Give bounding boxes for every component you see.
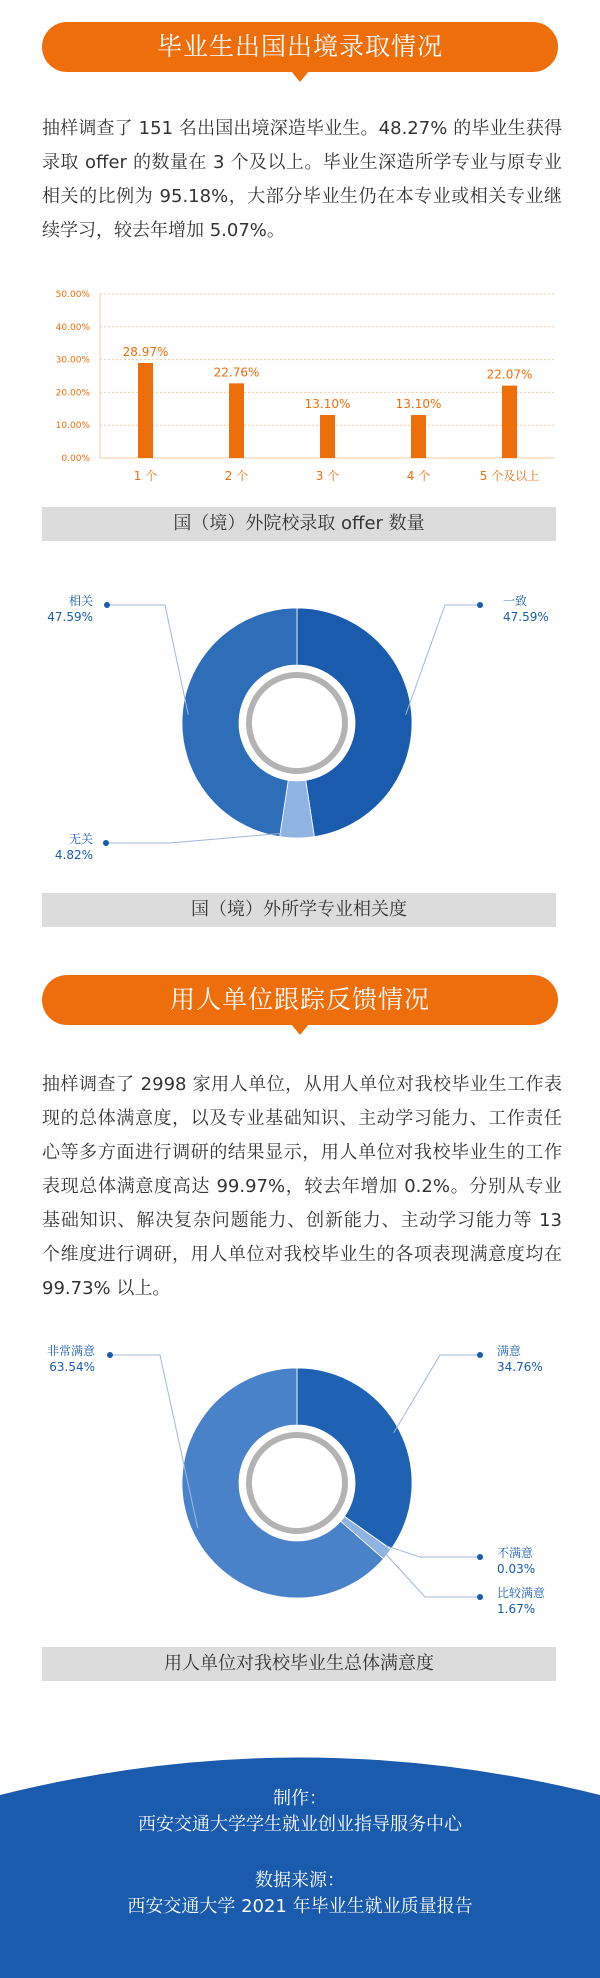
donut-slice <box>297 1368 412 1549</box>
employer-satisfaction-donut-chart <box>0 1335 600 1635</box>
leader-line <box>394 1355 480 1433</box>
donut1-caption: 国（境）外所学专业相关度 <box>42 893 556 927</box>
bar-value-label: 22.07% <box>486 367 533 382</box>
maker-name: 西安交通大学学生就业创业指导服务中心 <box>138 1814 462 1835</box>
slice-name-label: 满意 <box>497 1344 522 1358</box>
y-tick-label: 10.00% <box>55 421 90 432</box>
leader-dot <box>107 1352 113 1358</box>
footer-wave-background <box>0 1740 600 1978</box>
bar-value-label: 28.97% <box>122 344 169 359</box>
leader-line <box>107 605 188 715</box>
footer <box>0 1740 600 1978</box>
source-label: 数据来源： <box>255 1870 345 1891</box>
slice-name-label: 一致 <box>503 594 528 608</box>
leader-dot <box>477 1352 483 1358</box>
section-title: 用人单位跟踪反馈情况 <box>169 985 430 1014</box>
leader-dot <box>477 1594 483 1600</box>
leader-line <box>386 1546 480 1557</box>
x-tick-label: 2 个 <box>224 469 249 483</box>
section-header-employer <box>42 975 558 1025</box>
slice-value-label: 1.67% <box>497 1602 536 1616</box>
inner-ring <box>249 675 345 771</box>
leader-line <box>406 605 480 715</box>
x-tick-label: 5 个及以上 <box>479 469 540 483</box>
bar <box>502 386 517 458</box>
slice-value-label: 63.54% <box>49 1360 95 1374</box>
bar <box>320 415 335 458</box>
slice-value-label: 0.03% <box>497 1562 536 1576</box>
slice-value-label: 47.59% <box>47 610 93 624</box>
bar-value-label: 13.10% <box>304 397 351 412</box>
x-tick-label: 3 个 <box>315 469 340 483</box>
donut-slice <box>297 608 412 837</box>
leader-dot <box>104 602 110 608</box>
y-tick-label: 20.00% <box>55 388 90 399</box>
x-tick-label: 1 个 <box>133 469 158 483</box>
y-tick-label: 40.00% <box>55 322 90 333</box>
bar <box>411 415 426 458</box>
leader-dot <box>477 1554 483 1560</box>
slice-name-label: 比较满意 <box>497 1586 546 1600</box>
source-name: 西安交通大学 2021 年毕业生就业质量报告 <box>127 1896 473 1917</box>
maker-label: 制作： <box>273 1788 327 1809</box>
header-pointer <box>291 1024 309 1035</box>
bar-value-label: 22.76% <box>213 365 260 380</box>
major-relevance-donut-chart <box>0 575 600 875</box>
y-tick-label: 50.00% <box>55 290 90 300</box>
leader-dot <box>477 602 483 608</box>
overseas-paragraph: 抽样调查了 151 名出国出境深造毕业生。48.27% 的毕业生获得录取 offer 的数量在 3 个及以上。毕业生深造所学专业与原专业相关的比例为 95.18%，大部分毕业生仍在本专业或相关专业继续学习，较去年增加 5.07%。 <box>42 118 562 241</box>
bar <box>229 383 244 458</box>
donut2-caption: 用人单位对我校毕业生总体满意度 <box>42 1647 556 1681</box>
bar <box>138 363 153 458</box>
inner-ring <box>249 1435 345 1531</box>
slice-name-label: 不满意 <box>497 1546 534 1560</box>
leader-dot <box>103 840 109 846</box>
slice-name-label: 无关 <box>68 832 93 846</box>
section-title: 毕业生出国出境录取情况 <box>156 32 443 61</box>
slice-name-label: 非常满意 <box>46 1344 95 1358</box>
slice-value-label: 47.59% <box>503 610 549 624</box>
header-pointer <box>291 71 309 82</box>
section-header-overseas <box>42 22 558 72</box>
bar-value-label: 13.10% <box>395 397 442 412</box>
employer-paragraph: 抽样调查了 2998 家用人单位，从用人单位对我校毕业生工作表现的总体满意度，以及专业基础知识、主动学习能力、工作责任心等多方面进行调研的结果显示，用人单位对我校毕业生的工作表现总体满意度高达 99.97%，较去年增加 0.2%。分别从专业基础知识、解决复杂问题能力、创新能力、主动学习能力等 13 个维度进行调研，用人单位对我校毕业生的各项表现满意度均在 99.73% 以上。 <box>42 1074 562 1299</box>
bar-chart-caption: 国（境）外院校录取 offer 数量 <box>42 507 556 541</box>
donut-slice <box>182 608 297 837</box>
y-tick-label: 0.00% <box>61 454 90 464</box>
slice-value-label: 34.76% <box>497 1360 543 1374</box>
y-tick-label: 30.00% <box>55 355 90 366</box>
x-tick-label: 4 个 <box>406 469 431 483</box>
offer-count-bar-chart <box>0 268 600 498</box>
slice-value-label: 4.82% <box>54 848 93 862</box>
slice-name-label: 相关 <box>68 594 93 608</box>
